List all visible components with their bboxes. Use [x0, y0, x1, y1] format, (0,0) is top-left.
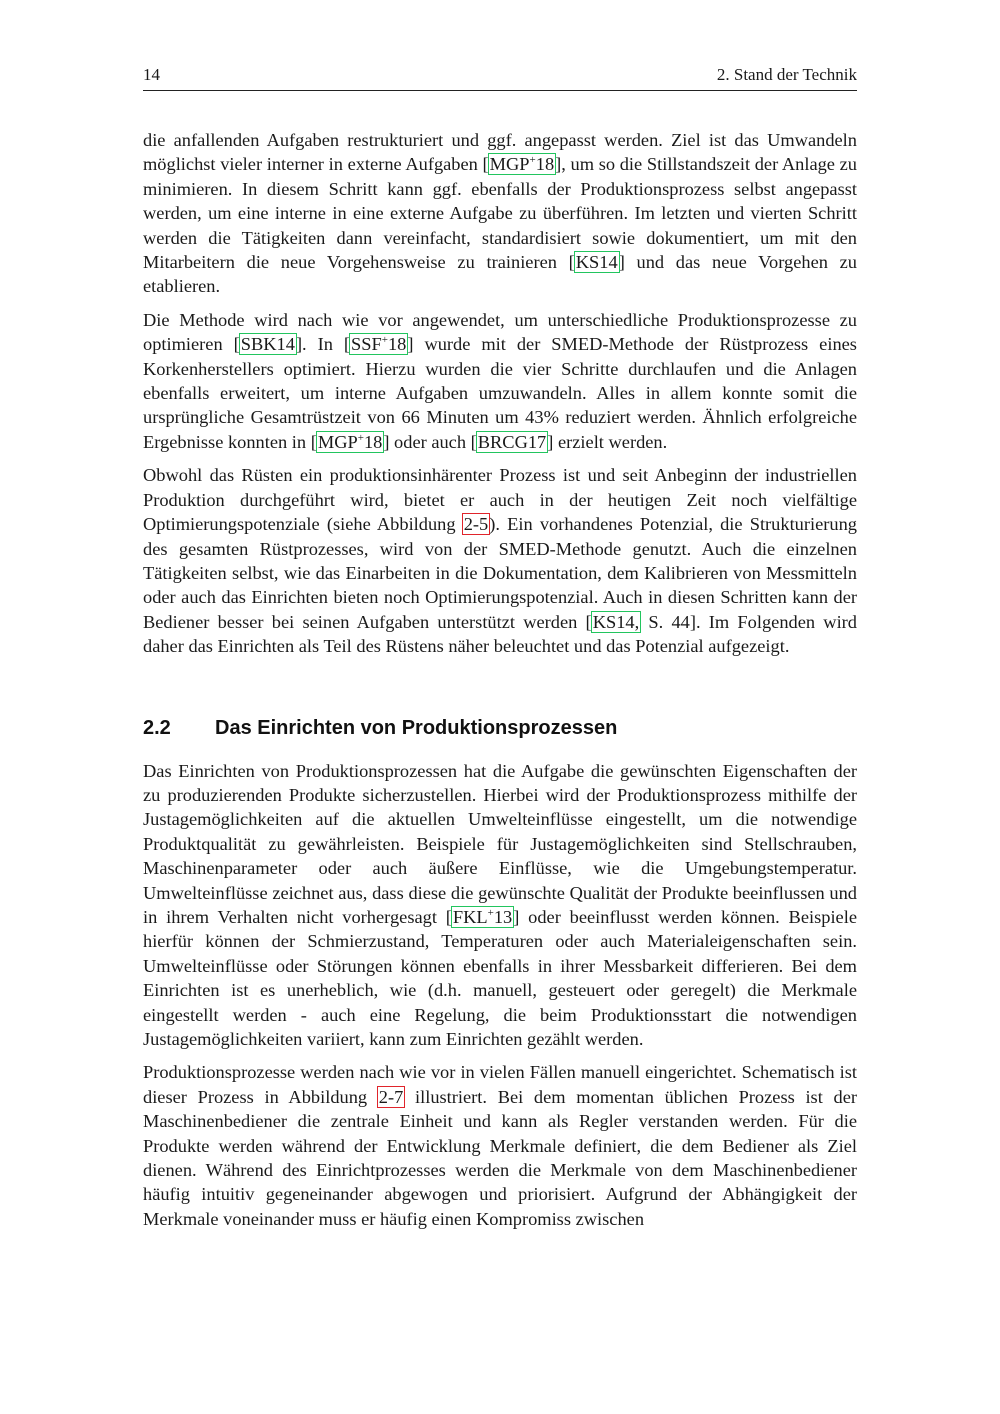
citation-superscript: +	[529, 154, 536, 167]
paragraph-5	[143, 1060, 857, 1231]
text-run: ] erzielt werden.	[547, 431, 668, 452]
text-run: Obwohl das Rüsten ein produktionsinhärenter Prozess ist und seit Anbeginn der industriellen Produktion durchgeführt wird, bietet er auch in der heutigen Zeit noch vielfältige Optimierungspotenziale (siehe Abbildung	[143, 465, 857, 535]
citation-link[interactable]	[452, 907, 513, 927]
text-run: ] oder beeinflusst werden können. Beispiele hierfür können der Schmierzustand, Temperaturen oder auch Materialeigenschaften sein. Umwelteinflüsse oder Störungen können ebenfalls in ihrer Messbarkeit differieren. Bei dem Einrichten ist es unerheblich, wie (d.h. manuell, gesteuert oder geregelt) die Merkmale eingestellt werden - auch eine Regelung, die beim Produktionsstart die notwendigen Justagemöglichkeiten variiert, kann zum Einrichten gezählt werden.	[143, 906, 857, 1049]
paragraph-1	[143, 128, 857, 299]
text-run: Das Einrichten von Produktionsprozessen hat die Aufgabe die gewünschten Eigenschaften der zu produzierenden Produkte sicherzustellen. Hierbei wird der Produktionsprozess mithilfe der Justagemöglichkeiten auf die aktuellen Umwelteinflüsse eingestellt, um die notwendige Produktqualität zu gewährleisten. Beispiele für Justagemöglichkeiten sind Stellschrauben, Maschinenparameter oder auch äußere Einflüsse, wie die Umgebungstemperatur. Umwelteinflüsse zeichnet aus, dass diese die gewünschte Qualität der Produkte beeinflussen und in ihrem Verhalten nicht vorhergesagt [	[143, 760, 857, 927]
text-run: illustriert. Bei dem momentan üblichen Prozess ist der Maschinenbediener die zentrale Einheit und kann als Regler verstanden werden. Für die Produkte werden während der Entwicklung Merkmale definiert, die dem Bediener als Ziel dienen. Während des Einrichtprozesses werden die Merkmale von dem Maschinenbediener häufig intuitiv gegeneinander abgewogen und priorisiert. Aufgrund der Abhängigkeit der Merkmale voneinander muss er häufig einen Kompromiss zwischen	[143, 1086, 857, 1229]
paragraph-4	[143, 759, 857, 1052]
citation-link[interactable]: KS14	[575, 252, 618, 273]
citation-link[interactable]: SBK14	[240, 334, 295, 355]
citation-key: MGP	[489, 154, 530, 175]
citation-key: FKL	[452, 906, 488, 927]
text-run: ] und das neue Vorgehen zu etablieren.	[143, 252, 857, 297]
figure-reference-link[interactable]: 2-5	[463, 514, 489, 535]
text-run: ] oder auch [	[383, 431, 477, 452]
citation-year: 18	[387, 334, 407, 355]
running-header	[143, 62, 857, 91]
chapter-title: 2. Stand der Technik	[716, 65, 857, 84]
citation-year: 18	[363, 431, 383, 452]
section-number: 2.2	[143, 716, 171, 739]
text-run: ). Ein vorhandenes Potenzial, die Strukturierung des gesamten Rüstprozesses, wird von der SMED-Methode genutzt. Auch die einzelnen Tätigkeiten selbst, wie das Einarbeiten in die Dokumentation, dem Kalibrieren von Messmitteln oder auch das Einrichten bieten noch Optimierungspotenzial. Auch in diesen Schritten kann der Bediener besser bei seinen Aufgaben unterstützt werden [	[143, 514, 857, 632]
text-run: S. 44]. Im Folgenden wird daher das Einrichten als Teil des Rüstens näher beleuchtet und das Potenzial aufgezeigt.	[143, 611, 857, 657]
citation-year: 18	[535, 154, 555, 175]
citation-key: SSF	[351, 334, 382, 355]
text-run: ]. In [	[295, 334, 351, 355]
citation-year: 13	[493, 906, 513, 927]
citation-link[interactable]: KS14,	[592, 611, 640, 632]
section-title: Das Einrichten von Produktionsprozessen	[215, 716, 618, 739]
document-page	[143, 62, 857, 1231]
figure-reference-link[interactable]: 2-7	[378, 1086, 404, 1107]
citation-superscript: +	[357, 431, 364, 444]
citation-link[interactable]: BRCG17	[477, 431, 547, 452]
section-heading	[143, 714, 857, 742]
text-run: ], um so die Stillstandszeit der Anlage zu minimieren. In diesem Schritt kann ggf. ebenfalls der Produktionsprozess selbst angepasst werden, um eine interne in eine externe Aufgabe zu überführen. Im letzten und vierten Schritt werden die Tätigkeiten dann vereinfacht, standardisiert sowie dokumentiert, um mit den Mitarbeitern die neue Vorgehensweise zu trainieren [	[143, 154, 857, 273]
citation-key: MGP	[317, 431, 358, 452]
page-number: 14	[143, 65, 160, 84]
body-text	[143, 128, 857, 1231]
citation-link[interactable]	[350, 334, 407, 354]
paragraph-2	[143, 308, 857, 454]
paragraph-3	[143, 463, 857, 658]
citation-superscript: +	[487, 906, 494, 919]
text-run: die anfallenden Aufgaben restrukturiert und ggf. angepasst werden. Ziel ist das Umwandeln möglichst vieler interner in externe Aufgaben [	[143, 130, 857, 175]
text-run: Die Methode wird nach wie vor angewendet, um unterschiedliche Produktionsprozesse zu optimieren [	[143, 309, 857, 355]
text-run: ] wurde mit der SMED-Methode der Rüstprozess eines Korkenherstellers optimiert. Hierzu wurden die vier Schritte durchlaufen und die Anlagen ebenfalls erweitert, um interne Aufgaben umzuwandeln. Alles in allem konnte somit die ursprüngliche Gesamtrüstzeit von 66 Minuten um 43% reduziert werden. Ähnlich erfolgreiche Ergebnisse konnten in [	[143, 334, 857, 452]
citation-superscript: +	[381, 334, 388, 347]
citation-link[interactable]	[317, 432, 383, 452]
text-run: Produktionsprozesse werden nach wie vor in vielen Fällen manuell eingerichtet. Schematisch ist dieser Prozess in Abbildung	[143, 1062, 857, 1107]
citation-link[interactable]	[489, 154, 555, 174]
